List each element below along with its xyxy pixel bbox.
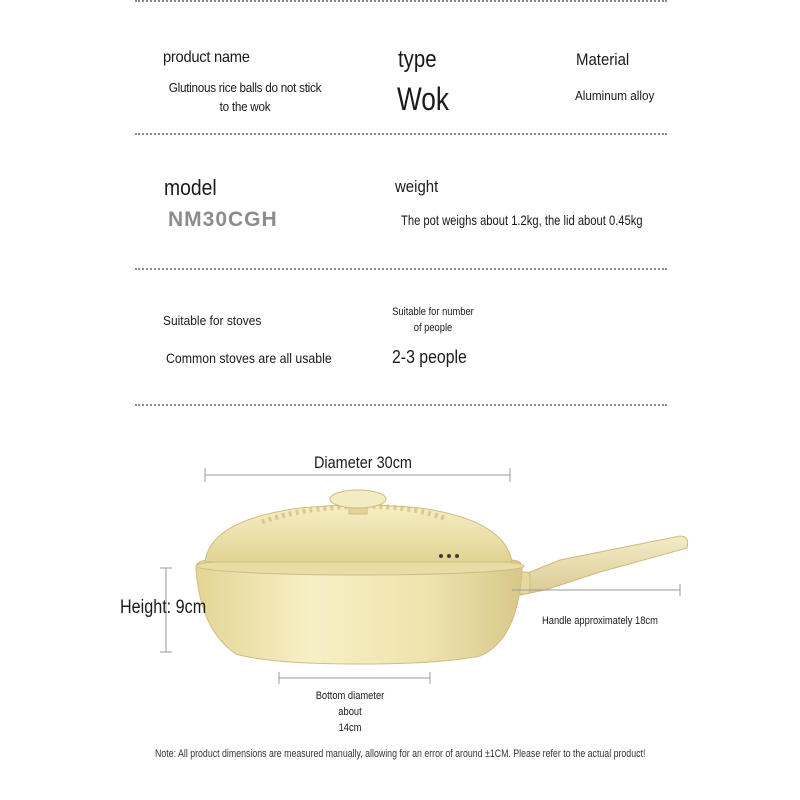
note-wrap	[155, 744, 768, 762]
product-name-line-2: to the wok	[219, 99, 271, 114]
diameter-label-wrap	[312, 453, 431, 473]
product-name-label: product name	[163, 49, 250, 66]
bottom-diameter-label	[298, 688, 402, 736]
footer-note: Note: All product dimensions are measured manually, allowing for an error of around ±1CM. Please refer to the actual product!	[155, 748, 646, 760]
bottom-diameter-line-1: Bottom diameter about	[315, 690, 385, 718]
height-label: Height: 9cm	[120, 597, 207, 618]
model-value: NM30CGH	[168, 208, 278, 231]
material-value: Aluminum alloy	[575, 88, 655, 103]
bottom-diameter-line-2: 14cm	[338, 722, 362, 734]
type-value: Wok	[397, 81, 450, 117]
type-label: type	[398, 46, 437, 73]
people-label-line-2: of people	[413, 322, 453, 334]
weight-value: The pot weighs about 1.2kg, the lid about 0.45kg	[401, 212, 643, 228]
stoves-label: Suitable for stoves	[163, 313, 262, 328]
wok-body	[196, 557, 524, 664]
weight-label: weight	[395, 177, 439, 196]
handle-label-wrap	[542, 611, 678, 629]
handle-label: Handle approximately 18cm	[542, 615, 658, 627]
model-label: model	[164, 175, 217, 200]
product-name-line-1: Glutinous rice balls do not stick	[168, 80, 322, 95]
stoves-value: Common stoves are all usable	[166, 350, 332, 366]
diameter-label: Diameter 30cm	[314, 453, 412, 472]
people-label-line-1: Suitable for number	[392, 306, 474, 318]
wok-handle	[508, 536, 688, 596]
height-label-wrap	[120, 597, 221, 619]
people-value: 2-3 people	[392, 347, 467, 367]
material-label: Material	[576, 50, 630, 69]
